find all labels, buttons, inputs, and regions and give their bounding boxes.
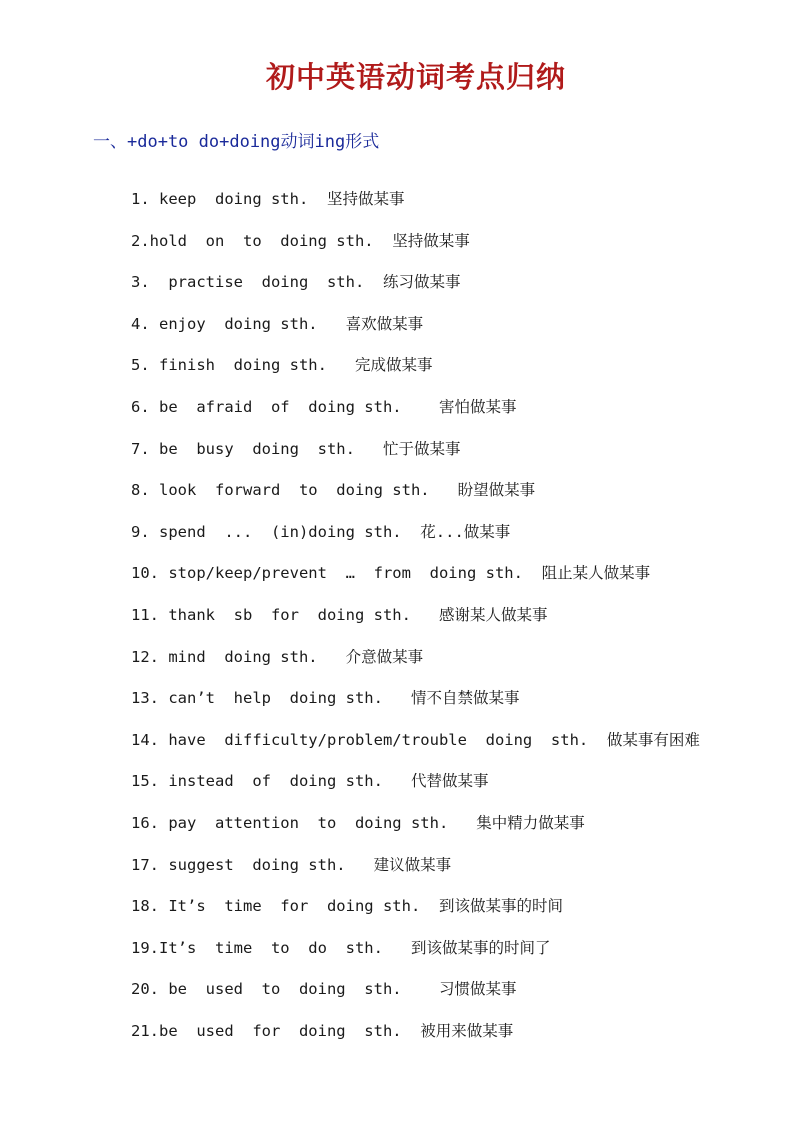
- list-item: 12. mind doing sth. 介意做某事: [131, 647, 424, 666]
- list-item: 21.be used for doing sth. 被用来做某事: [131, 1021, 514, 1040]
- list-item: 19.It’s time to do sth. 到该做某事的时间了: [131, 938, 551, 957]
- list-item: 7. be busy doing sth. 忙于做某事: [131, 439, 461, 458]
- phrase-list: [131, 187, 700, 1060]
- list-item: 17. suggest doing sth. 建议做某事: [131, 855, 452, 874]
- list-item: 18. It’s time for doing sth. 到该做某事的时间: [131, 897, 563, 916]
- list-item: 8. look forward to doing sth. 盼望做某事: [131, 481, 536, 500]
- list-item: 20. be used to doing sth. 习惯做某事: [131, 980, 517, 999]
- list-item: 9. spend ... (in)doing sth. 花...做某事: [131, 522, 511, 541]
- list-item: 6. be afraid of doing sth. 害怕做某事: [131, 397, 517, 416]
- list-item: 10. stop/keep/prevent … from doing sth. 阻止某人做某事: [131, 564, 651, 583]
- list-item: 5. finish doing sth. 完成做某事: [131, 356, 433, 375]
- list-item: 14. have difficulty/problem/trouble doing sth. 做某事有困难: [131, 730, 700, 749]
- list-item: 4. enjoy doing sth. 喜欢做某事: [131, 314, 424, 333]
- section-heading: 一、+do+to do+doing动词ing形式: [93, 132, 380, 152]
- document-title: 初中英语动词考点归纳: [265, 60, 566, 94]
- list-item: 13. can’t help doing sth. 情不自禁做某事: [131, 689, 520, 708]
- list-item: 3. practise doing sth. 练习做某事: [131, 273, 461, 292]
- list-item: 15. instead of doing sth. 代替做某事: [131, 772, 489, 791]
- list-item: 11. thank sb for doing sth. 感谢某人做某事: [131, 605, 548, 624]
- list-item: 16. pay attention to doing sth. 集中精力做某事: [131, 813, 585, 832]
- list-item: 1. keep doing sth. 坚持做某事: [131, 190, 405, 208]
- list-item: 2.hold on to doing sth. 坚持做某事: [131, 231, 470, 250]
